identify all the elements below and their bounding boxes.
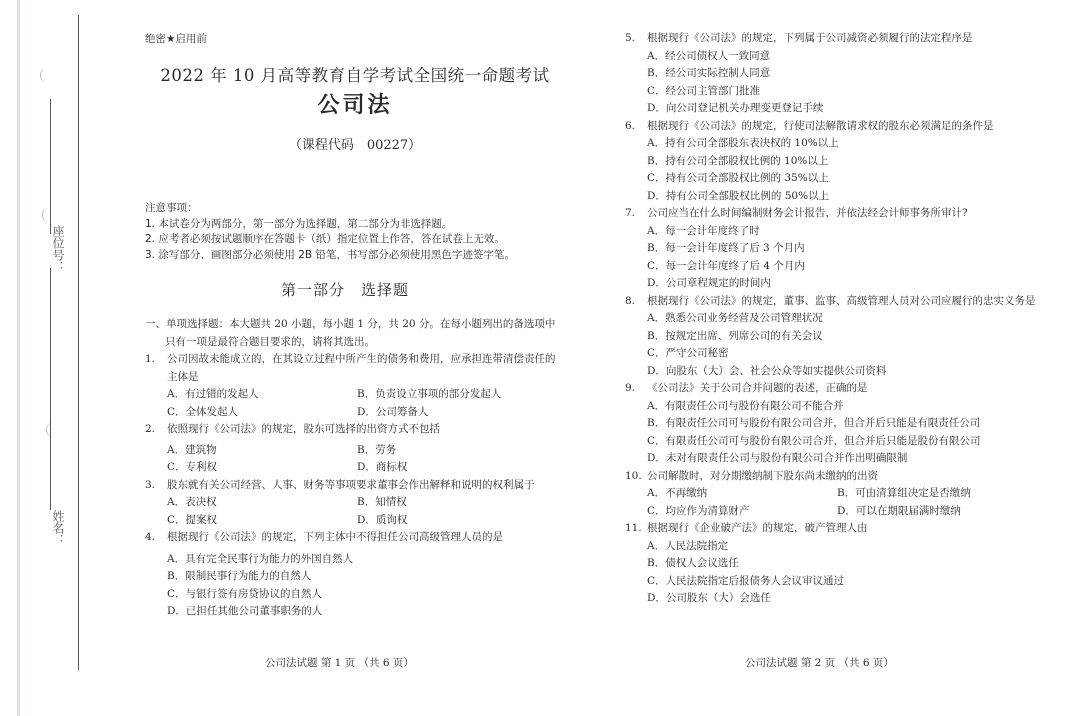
question-3 (145, 477, 565, 495)
option: B．经公司实际控制人同意 (647, 67, 771, 79)
question-block (145, 316, 565, 621)
question-stem: 《公司法》关于公司合并问题的表述，正确的是 (647, 382, 868, 394)
option: C．全体发起人 (167, 405, 239, 418)
question-11 (625, 520, 1045, 538)
question-number: 1. (145, 353, 156, 365)
seat-number-field[interactable] (50, 95, 51, 234)
option: B．每一会计年度终了后 3 个月内 (647, 242, 805, 254)
punch-hole (40, 68, 53, 82)
options-row (145, 442, 565, 460)
question-number: 5. (625, 32, 636, 44)
options-row (145, 404, 565, 422)
page-footer: 公司法试题 第 1 页 （共 6 页） (265, 657, 414, 669)
name-field[interactable] (50, 268, 51, 386)
part-title: 第一部分 选择题 (280, 281, 409, 299)
binding-line (78, 15, 79, 670)
name-line (50, 268, 51, 386)
subject-title: 公司法 (317, 92, 393, 118)
option: A．持有公司全部股东表决权的 10%以上 (647, 137, 839, 149)
question-number: 8. (625, 294, 636, 307)
question-8 (625, 293, 1045, 311)
option: D．持有公司全部股权比例的 50%以上 (647, 189, 830, 202)
option: C．人民法院指定后报债务人会议审议通过 (647, 574, 845, 587)
question-stem: 依照现行《公司法》的规定，股东可选择的出资方式不包括 (167, 423, 440, 435)
question-5 (625, 30, 1045, 48)
question-number: 7. (625, 207, 636, 219)
question-stem: 根据现行《企业破产法》的规定，破产管理人由 (647, 522, 868, 534)
option: C．严守公司秘密 (647, 347, 729, 359)
secret-mark: 绝密★启用前 (145, 33, 207, 45)
question-stem: 公司因故未能成立的，在其设立过程中所产生的债务和费用，应承担连带清偿责任的主体是 (167, 353, 556, 383)
question-stem: 股东就有关公司经营、人事、财务等事项要求董事会作出解释和说明的权利属于 (167, 478, 535, 491)
option: D．质询权 (357, 513, 408, 526)
name-field-line2[interactable] (50, 370, 51, 510)
options-row (145, 512, 565, 530)
binding-edge (17, 0, 20, 716)
option: A．具有完全民事行为能力的外国自然人 (167, 552, 354, 565)
option: A．每一会计年度终了时 (647, 224, 760, 237)
question-stem: 根据现行《公司法》的规定，行使司法解散请求权的股东必须满足的条件是 (647, 119, 994, 132)
options-row (625, 503, 1045, 521)
option: C．经公司主管部门批准 (647, 84, 761, 97)
question-stem: 根据现行《公司法》的规定，下列主体中不得担任公司高级管理人员的是 (167, 531, 503, 543)
question-7 (625, 205, 1045, 223)
seat-number-label-text: 座位号： (51, 225, 65, 273)
seat-number-line (50, 99, 51, 234)
note-item: 2. 应考者必须按试题顺序在答题卡（纸）指定位置上作答，答在试卷上无效。 (145, 233, 505, 245)
option: D．可以在期限届满时缴纳 (837, 504, 961, 517)
question-number: 2. (145, 423, 156, 435)
option: C．提案权 (167, 513, 218, 526)
question-stem: 根据现行《公司法》的规定，下列属于公司减资必须履行的法定程序是 (647, 32, 973, 44)
question-stem: 公司应当在什么时间编制财务会计报告，并依法经会计师事务所审计? (647, 207, 968, 219)
question-number: 3. (145, 478, 156, 491)
question-9 (625, 380, 1045, 398)
question-number: 9. (625, 382, 636, 394)
question-number: 6. (625, 119, 636, 132)
option: A．有过错的发起人 (167, 388, 259, 400)
option: D．公司股东（大）会选任 (647, 592, 771, 604)
question-6 (625, 118, 1045, 136)
notes-heading: 注意事项： (145, 202, 198, 214)
option: D．商标权 (357, 461, 408, 473)
notes (145, 201, 515, 263)
option: B．负责设立事项的部分发起人 (357, 388, 502, 400)
option: C．均应作为清算财产 (647, 504, 750, 517)
option: A．不再缴纳 (647, 487, 708, 499)
option: B．持有公司全部股权比例的 10%以上 (647, 154, 829, 167)
option: B．按规定出席、列席公司的有关会议 (647, 329, 823, 342)
question-10 (625, 468, 1045, 486)
question-2 (145, 421, 565, 439)
option: D．向股东（大）会、社会公众等如实提供公司资料 (647, 364, 887, 377)
question-number: 11. (625, 522, 642, 534)
exam-title: 2022 年 10 月高等教育自学考试全国统一命题考试 (160, 66, 550, 85)
option: B．知情权 (357, 496, 407, 508)
option: B．有限责任公司可与股份有限公司合并，但合并后只能是有限责任公司 (647, 417, 981, 429)
option: D．未对有限责任公司与股份有限公司合并作出明确限制 (647, 452, 908, 464)
course-code: （课程代码 00227） (288, 138, 422, 153)
note-item: 3. 涂写部分、画图部分必须使用 2B 铅笔，书写部分必须使用黑色字迹签字笔。 (145, 248, 515, 261)
question-1 (145, 351, 565, 386)
question-4 (145, 529, 565, 547)
option: A．表决权 (167, 496, 217, 508)
question-number: 10. (625, 469, 642, 482)
punch-hole (42, 208, 55, 222)
option: A．熟悉公司业务经营及公司管理状况 (647, 312, 823, 324)
question-block (625, 30, 1045, 608)
name-label (50, 510, 67, 546)
options-row (145, 494, 565, 512)
option: A．建筑物 (167, 443, 217, 456)
note-item: 1. 本试卷分为两部分，第一部分为选择题，第二部分为非选择题。 (145, 217, 453, 230)
option: C．专利权 (167, 461, 218, 473)
options-row (145, 459, 565, 477)
option: C．持有公司全部股权比例的 35%以上 (647, 172, 829, 184)
option: B．可由清算组决定是否缴纳 (837, 487, 971, 499)
option: A．人民法院指定 (647, 539, 729, 552)
option: A．有限责任公司与股份有限公司不能合并 (647, 399, 844, 412)
punch-hole (46, 423, 59, 437)
question-stem: 根据现行《公司法》的规定，董事、监事、高级管理人员对公司应履行的忠实义务是 (647, 294, 1036, 307)
seat-number-label (50, 225, 67, 273)
options-row (625, 485, 1045, 503)
option: D．向公司登记机关办理变更登记手续 (647, 102, 824, 114)
option: B．限制民事行为能力的自然人 (167, 570, 312, 582)
options-row (145, 386, 565, 404)
option: C．有限责任公司可与股份有限公司合并，但合并后只能是股份有限公司 (647, 434, 981, 447)
question-stem: 公司解散时，对分期缴纳制下股东尚未缴纳的出资 (647, 469, 878, 482)
name-line-lower (50, 370, 51, 510)
option: D．公司章程规定的时间内 (647, 277, 771, 289)
option: A．经公司债权人一致同意 (647, 49, 771, 62)
option: C．与银行签有房贷协议的自然人 (167, 587, 323, 600)
option: C．每一会计年度终了后 4 个月内 (647, 259, 805, 272)
name-label-text: 姓名： (51, 510, 65, 546)
option: B．债权人会议选任 (647, 557, 739, 569)
option: D．公司筹备人 (357, 405, 429, 418)
section-instruction: 一、单项选择题：本大题共 20 小题，每小题 1 分，共 20 分。在每小题列出的备选项中只有一项是最符合题目要求的，请将其选出。 (145, 318, 556, 348)
option: B．劳务 (357, 443, 397, 456)
page-footer: 公司法试题 第 2 页 （共 6 页） (745, 657, 894, 669)
question-number: 4. (145, 531, 156, 543)
option: D．已担任其他公司董事职务的人 (167, 605, 323, 617)
